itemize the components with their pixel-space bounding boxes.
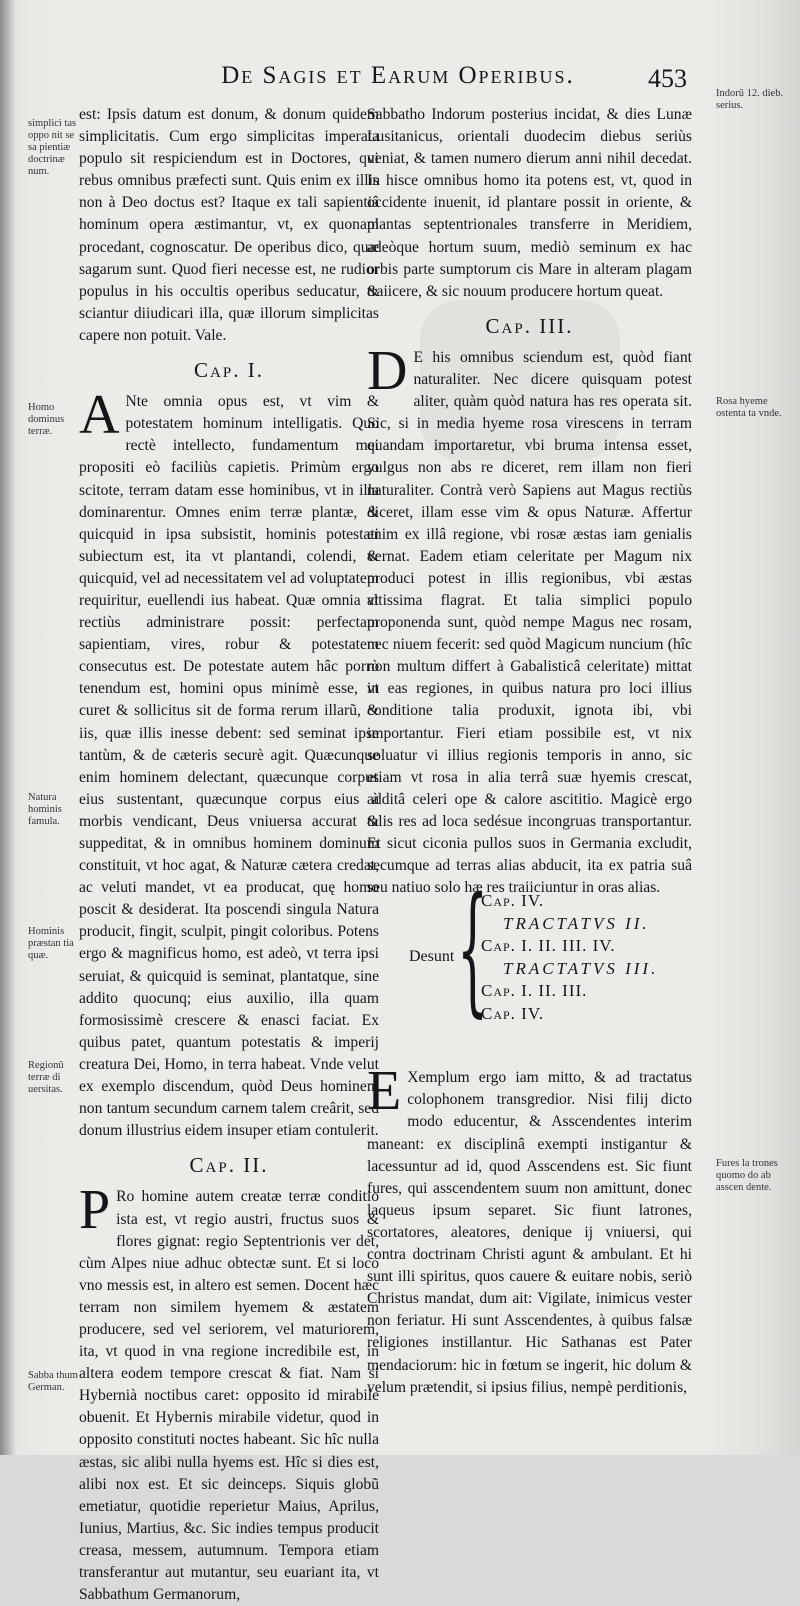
margin-note-right: Fures la trones quomo do ab asscen dente. bbox=[716, 1158, 778, 1193]
gutter-shadow bbox=[0, 0, 16, 1455]
drop-cap-a: A bbox=[79, 384, 120, 447]
desunt-item: Cap. I. II. III. bbox=[481, 981, 588, 1000]
running-title: De Sagis et Earum Operibus. bbox=[221, 62, 575, 89]
margin-note-right: Indorũ 12. dieb. serius. bbox=[716, 88, 784, 111]
drop-cap-p: P bbox=[79, 1179, 111, 1242]
chapter-2-text: Ro homine autem creatæ terræ conditio ista est, vt regio austri, fructus suos & flores gignat: regio Septentrionis ver det, cùm Alpes niue adhuc obtectæ sunt. Et si loco vno messis est, in altero est semen. Docent hæc terram non similem hyemem & æstatem producere, sed vel seriorem, vel maturiorem, ita, vt quod in vna regione incredibile est, in altera eodem tempore crescat & fiat. Nam si Hybernià noctibus caret: opposito id mirabile obuenit. Et Hybernis mirabile videtur, quod in opposito constituti noctes habeant. Sic hîc nulla æstas, sic alibi nulla hyems est. Hîc si dies est, alibi nox est. Et sic deinceps. Siquis globũ emetiatur, quotidie reperietur Maius, Aprilus, Iunius, Martius, &c. Sic indies tempus producit creasa, messem, autumnum. Tempora etiam transferantur aut mutantur, seu euariant ita, vt Sabbathum Germanorum, bbox=[79, 1188, 379, 1604]
margin-note-left: Regionũ terræ di uersitas. bbox=[28, 1060, 64, 1095]
final-text: Xemplum ergo iam mitto, & ad tractatus colophonem transgredior. Nisi filij dicto modo educentur, & Asscendentes interim maneant: ex disciplinâ exempti instigantur & lacessuntur ad id, quod Asscendens est. Sic fiunt fures, qui asscendentem suum non amittunt, donec laqueus ipsum separet. Sic fiunt latrones, scortatores, aleatores, denique ij vniuersi, qui contra doctrinam Christi agunt & ambulant. Et hi sunt illi spiritus, quos cauere & euitare nobis, seriò Christus mandat, dum ait: Vigilate, inimicus vester non feriatur. Hi sunt Asscendentes, à quibus falsæ religiones instillantur. Hic Sathanas est Pater mendaciorum: hic in fœtum se ingerit, hic dolum & velum prætendit, si ipsius filius, nempè perditionis, bbox=[367, 1069, 692, 1396]
desunt-list bbox=[481, 890, 658, 1025]
margin-note-left: simplici tas oppo nit se sa pientiæ doctrinæ num. bbox=[28, 118, 77, 177]
left-column bbox=[79, 104, 379, 1606]
desunt-item: Cap. IV. bbox=[481, 891, 545, 910]
drop-cap-e: E bbox=[367, 1060, 402, 1123]
desunt-item: Cap. I. II. III. IV. bbox=[481, 936, 616, 955]
margin-note-left: Hominis præstan tia quæ. bbox=[28, 926, 74, 961]
chapter-3-heading: Cap. III. bbox=[485, 313, 574, 338]
chapter-1-paragraph bbox=[79, 384, 379, 1142]
desunt-item: Cap. IV. bbox=[481, 1003, 545, 1023]
curly-brace-icon: { bbox=[457, 868, 489, 1031]
chapter-3-text: E his omnibus sciendum est, quòd fiant naturaliter. Nec dicere quisquam potest aliter, quàm quòd natura has res operata sit. Sic, si in media hyeme rosa virescens in terram quandam importaretur, vbi bruma intensa esset, vulgus non abs re diceret, rem illam non fieri naturaliter. Contrà verò Sapiens aut Magus rectiùs diceret, illam esse vim & opus Naturæ. Affertur enim ex illâ regione, vbi rosæ æstas iam genialis vernat. Eadem etiam celeritate per Magum nix produci potest in illis regionibus, vbi æstas altissima flagrat. Et talia simplici populo proponenda sunt, quòd nempe Magus nec rosam, nec niuem fecerit: sed quòd Magicum nuncium (hîc non multum differt à Gabalisticâ celeritate) mittat in eas regiones, in quibus natura pro loci illius conditione talia produxit, ignota ibi, vbi importantur. Fieri etiam possibile est, vt nix soluatur vi illius regionis temporis in anno, sic etiam vt rosa in alia terrâ suæ hyemis crescat, additâ celeri ope & calore ascititio. Magicè ergo talis res ad loca sedésue incongruas transportantur. Et sicut ciconia pullos suos in Germania excludit, secumque ad terras alias abducit, ita ex patria suâ seu natiuo solo hæ res traiiciuntur in oras alias. bbox=[367, 348, 692, 897]
left-intro-text: est: Ipsis datum est donum, & donum quidem simplicitatis. Cum ergo simplicitas imperata populo sit respiciendum est in Doctores, qui rebus omnibus præfecti sunt. Quis enim ex illis non à Deo doctus est? Itaque ex tali sapientiâ hominum opera æstimantur, vt, ex quonam procedant, cognoscatur. De operibus dico, quæ sagarum sunt. Quod fieri necesse est, ne rudior populus in his occultis operibus seducatur, & sciantur diiudicari illa, quæ illorum simplicitas capere non potuit. Vale. bbox=[79, 106, 379, 344]
desunt-item: TRACTATVS III. bbox=[503, 958, 659, 978]
chapter-3-paragraph bbox=[367, 339, 692, 899]
desunt-label: Desunt bbox=[409, 948, 455, 965]
desunt-block bbox=[395, 868, 695, 1031]
right-intro-text: Sabbatho Indorum posterius incidat, & dies Lunæ Lusitanicus, orientali duodecim diebus seriùs veniat, & tamen numero dierum anni nihil decedat. In hisce omnibus homo ita potens est, vt, quod in occidente inuenit, id plantare possit in oriente, & plantas septentrionales transferre in Meridiem, adeòque hortum suum, mediò seminum ex hac orbis parte sumptorum cis Mare in alteram plagam traiicere, & sic nouum producere hortum queat. bbox=[367, 106, 692, 300]
margin-note-right: Rosa hyeme ostenta ta vnde. bbox=[716, 396, 782, 419]
final-paragraph bbox=[367, 1060, 692, 1398]
right-column bbox=[367, 104, 692, 1399]
margin-note-left: Homo dominus terræ. bbox=[28, 402, 65, 437]
margin-note-left: Sabba thum German. bbox=[28, 1370, 78, 1393]
chapter-2-heading: Cap. II. bbox=[189, 1153, 269, 1178]
chapter-2-paragraph bbox=[79, 1179, 379, 1606]
drop-cap-d: D bbox=[367, 339, 408, 402]
chapter-1-text: Nte omnia opus est, vt vim & potestatem hominum intelligatis. Quo rectè intellecto, fundamentum mei propositi eò faciliùs capietis. Primùm ergo scitote, terram datam esse hominibus, vt in illa dominarentur. Omnes enim terræ plantæ, & quicquid in ipsa subsistit, hominis potestati subiectum est, ita vt plantandi, colendi, & quicquid, vel ad necessitatem vel ad voluptatem requiritur, euellendi ius habeat. Quæ omnia vt rectiùs administrare possit: perfectam sapientiam, vires, robur & potestatem consecutus est. De potestate autem hâc porrò tenendum est, homini opus minimè esse, vt curet & sollicitus sit de forma rerum illarũ, & iis, quæ illis inesse debent: sed seminat ipse tantùm, & de cæteris securè agit. Quæcunque enim hominem delectant, quæcunque corpus eius sustentant, quæcunque corpus eius à morbis vendicant, Deus vniuersa accurat & suppeditat, & in omnibus hominem dominum constituit, vt hoc agat, & Naturæ cætera credat, ac veluti mandet, vt ea producat, quę homo poscit & desiderat. Ita poscendi singula Natura producit, fingit, sculpit, pingit coloribus. Potens ergo & magnificus homo, est adeò, vt terra ipsi seruiat, & quicquid is seminat, plantatque, sine addito quocunq; eius auxilio, illa quam formosissimè crescere & enasci faciat. Ex quibus patet, quantum potestatis & imperij creatura Dei, Homo, in terra habeat. Vnde velut ex exemplo discendum, quòd Deus hominem non tantum secundum carnem talem creârit, sed donum illustrius eidem insuper etiam contulerit. bbox=[79, 393, 379, 1140]
chapter-1-heading: Cap. I. bbox=[194, 358, 264, 383]
desunt-item: TRACTATVS II. bbox=[503, 913, 650, 933]
margin-note-left: Natura hominis famula. bbox=[28, 792, 62, 827]
page-number: 453 bbox=[648, 64, 687, 93]
